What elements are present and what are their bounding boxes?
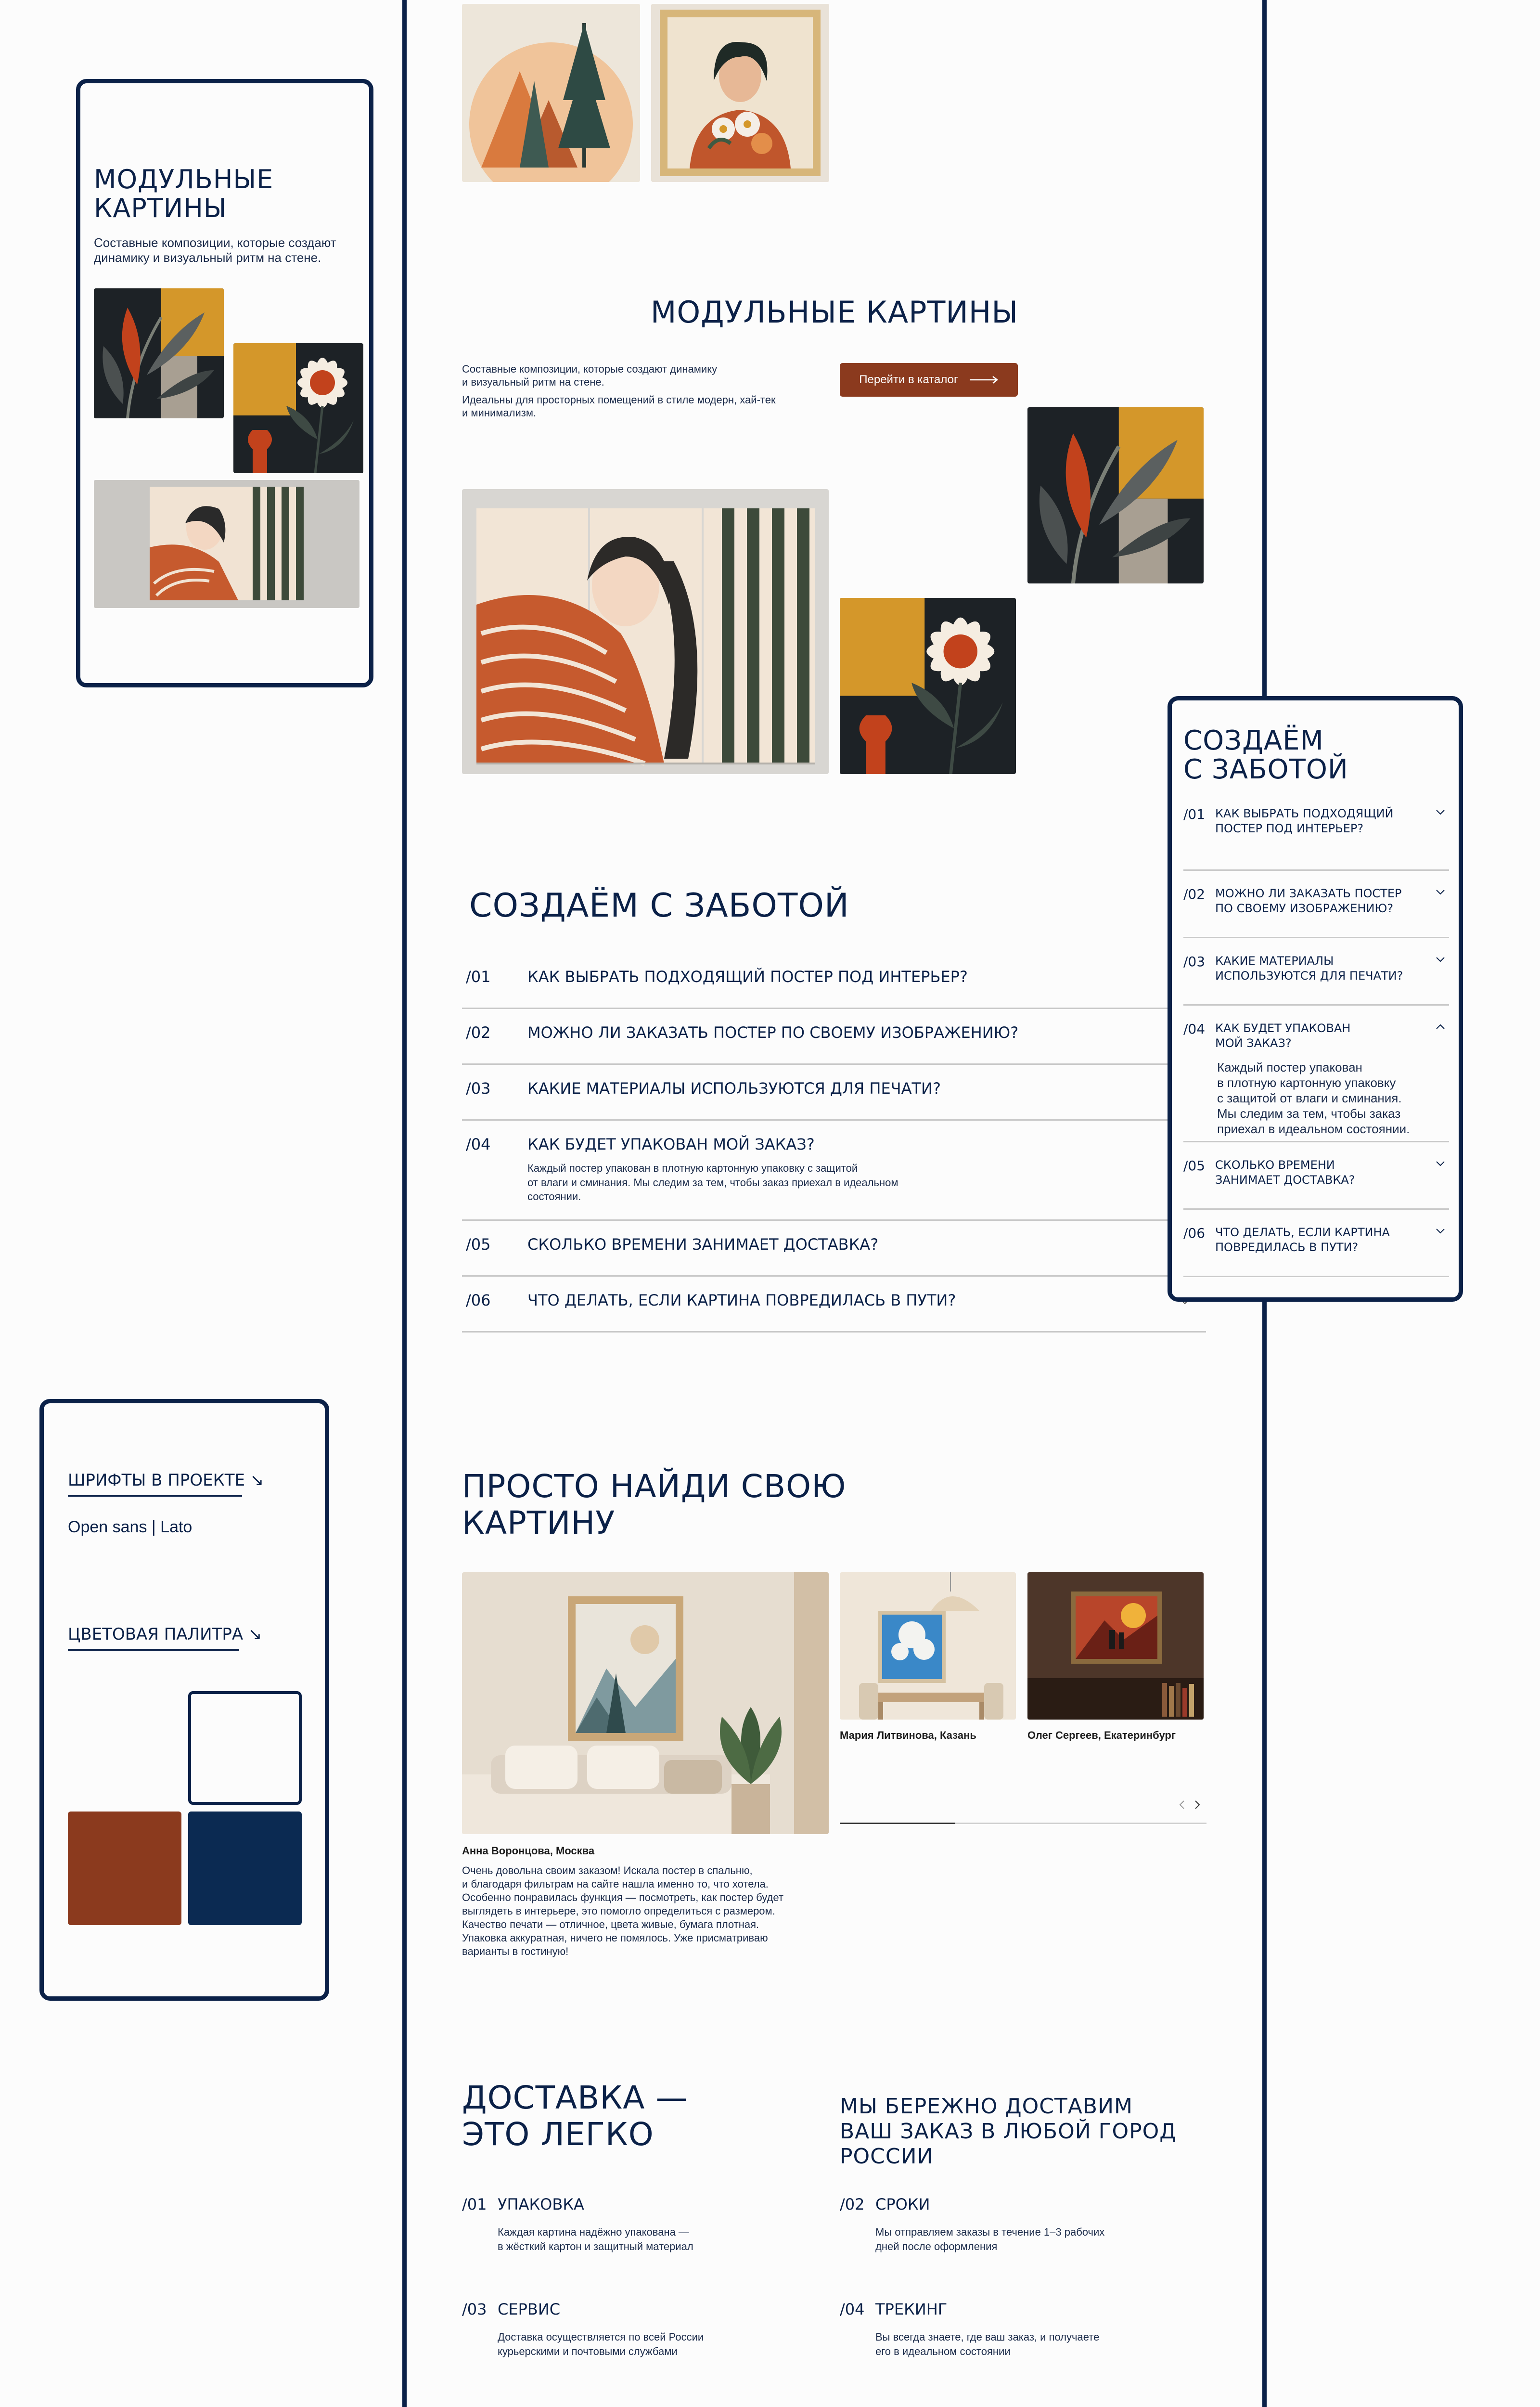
style-guide-panel	[39, 1399, 329, 2001]
forest-artwork	[462, 4, 640, 182]
review-text-line: выглядеть в интерьере, это помогло определиться с размером.	[462, 1905, 775, 1917]
faq-question-line: ПО СВОЕМУ ИЗОБРАЖЕНИЮ?	[1215, 902, 1394, 915]
delivery-item-title: УПАКОВКА	[498, 2195, 584, 2213]
mobile-triptych-artwork	[94, 480, 359, 608]
delivery-text-line: его в идеальном состоянии	[875, 2345, 1011, 2357]
review-author-3: Олег Сергеев, Екатеринбург	[1027, 1729, 1176, 1741]
delivery-text-line: в жёсткий картон и защитный материал	[498, 2240, 693, 2252]
arrow-right-icon	[970, 376, 999, 384]
delivery-subtitle-line2: ВАШ ЗАКАЗ В ЛЮБОЙ ГОРОД	[840, 2119, 1177, 2144]
mobile-faq-item-01[interactable]	[1183, 803, 1449, 871]
swatch-white	[188, 1691, 302, 1805]
faq-question: КАК ВЫБРАТЬ ПОДХОДЯЩИЙ ПОСТЕР ПОД ИНТЕРЬЕР?	[527, 968, 968, 986]
delivery-title-line1: ДОСТАВКА —	[462, 2079, 688, 2116]
delivery-text-line: Доставка осуществляется по всей России	[498, 2331, 704, 2343]
faq-question: ЧТО ДЕЛАТЬ, ЕСЛИ КАРТИНА ПОВРЕДИЛАСЬ В ПУТИ?	[527, 1291, 956, 1309]
mobile-faq-item-04-expanded[interactable]	[1183, 1006, 1449, 1142]
reviews-title	[462, 1468, 846, 1541]
faq-answer-line: приехал в идеальном состоянии.	[1217, 1122, 1410, 1136]
review-text-line: Качество печати — отличное, цвета живые, бумага плотная.	[462, 1918, 759, 1930]
leaf-artwork	[1027, 407, 1204, 583]
review-text-line: Упаковка аккуратная, ничего не помялось. Уже присматриваю	[462, 1932, 768, 1944]
chevron-up-icon[interactable]	[1435, 1021, 1446, 1033]
review-text-line: варианты в гостиную!	[462, 1945, 569, 1957]
palette-underline	[68, 1649, 239, 1651]
mobile-faq-panel	[1168, 696, 1463, 1302]
woman-flowers-artwork	[651, 4, 829, 182]
faq-question: КАК БУДЕТ УПАКОВАН МОЙ ЗАКАЗ?	[527, 1135, 815, 1153]
fonts-heading	[68, 1471, 264, 1497]
faq-number: /03	[1183, 954, 1206, 970]
modular-desc	[462, 362, 776, 419]
faq-question: МОЖНО ЛИ ЗАКАЗАТЬ ПОСТЕР ПО СВОЕМУ ИЗОБРАЖЕНИЮ?	[527, 1023, 1019, 1042]
delivery-subtitle	[840, 2094, 1177, 2169]
delivery-number: /01	[462, 2195, 487, 2213]
dining-interior-photo	[840, 1572, 1016, 1720]
faq-question	[1215, 1158, 1355, 1188]
faq-answer-line: Каждый постер упакован в плотную картонную упаковку с защитой	[527, 1162, 858, 1174]
review-text-line: и благодаря фильтрам на сайте нашла именно то, что хотела.	[462, 1878, 769, 1890]
delivery-title	[462, 2080, 688, 2153]
delivery-item-text	[498, 2225, 786, 2253]
faq-number: /01	[466, 968, 491, 986]
mobile-faq-item-02[interactable]	[1183, 871, 1449, 938]
mobile-faq-list	[1183, 803, 1449, 1277]
delivery-title-line2: ЭТО ЛЕГКО	[462, 2116, 654, 2153]
carousel-progress-track	[840, 1823, 1206, 1824]
faq-question-line: КАК ВЫБРАТЬ ПОДХОДЯЩИЙ	[1215, 807, 1394, 820]
faq-question-line: ИСПОЛЬЗУЮТСЯ ДЛЯ ПЕЧАТИ?	[1215, 969, 1403, 983]
mobile-modular-desc: Составные композиции, которые создают динамику и визуальный ритм на стене.	[94, 235, 336, 265]
delivery-item-text	[875, 2330, 1183, 2358]
delivery-text-line: курьерскими и почтовыми службами	[498, 2345, 678, 2357]
faq-question-line: ЧТО ДЕЛАТЬ, ЕСЛИ КАРТИНА	[1215, 1226, 1390, 1239]
faq-answer-line: от влаги и сминания. Мы следим за тем, чтобы заказ приехал в идеальном	[527, 1176, 898, 1189]
faq-number: /05	[466, 1235, 491, 1254]
faq-item-03[interactable]	[462, 1065, 1206, 1121]
mobile-faq-title	[1183, 726, 1348, 784]
faq-number: /02	[466, 1023, 491, 1042]
delivery-number: /03	[462, 2300, 487, 2318]
faq-question-line: КАКИЕ МАТЕРИАЛЫ	[1215, 954, 1334, 968]
faq-question-line: ЗАНИМАЕТ ДОСТАВКА?	[1215, 1173, 1355, 1187]
faq-item-05[interactable]	[462, 1221, 1206, 1277]
modular-desc-line2: и визуальный ритм на стене.	[462, 376, 604, 388]
triptych-artwork	[462, 489, 829, 774]
delivery-item-text	[498, 2330, 786, 2358]
faq-question: СКОЛЬКО ВРЕМЕНИ ЗАНИМАЕТ ДОСТАВКА?	[527, 1235, 879, 1254]
delivery-item-text	[875, 2225, 1183, 2253]
modular-desc-line4: и минимализм.	[462, 407, 537, 419]
faq-question-line: МОЖНО ЛИ ЗАКАЗАТЬ ПОСТЕР	[1215, 887, 1402, 900]
faq-section-title: СОЗДАЁМ С ЗАБОТОЙ	[469, 887, 849, 925]
mobile-faq-title-line1: СОЗДАЁМ	[1183, 725, 1324, 756]
swatch-terracotta	[68, 1812, 181, 1925]
daisy-artwork	[840, 598, 1016, 774]
faq-number: /01	[1183, 806, 1206, 822]
swatch-navy	[188, 1812, 302, 1925]
delivery-text-line: Мы отправляем заказы в течение 1–3 рабочих	[875, 2226, 1105, 2238]
carousel-arrows	[1177, 1798, 1206, 1812]
palette-heading	[68, 1625, 262, 1651]
desktop-page-frame	[402, 0, 1267, 2407]
faq-question	[1215, 886, 1401, 916]
modular-desc-line1: Составные композиции, которые создают динамику	[462, 363, 718, 375]
mobile-faq-item-05[interactable]	[1183, 1142, 1449, 1210]
faq-item-02[interactable]	[462, 1009, 1206, 1065]
faq-answer-line: Мы следим за тем, чтобы заказ	[1217, 1106, 1401, 1121]
faq-question: КАКИЕ МАТЕРИАЛЫ ИСПОЛЬЗУЮТСЯ ДЛЯ ПЕЧАТИ?	[527, 1079, 941, 1098]
reviews-title-line1: ПРОСТО НАЙДИ СВОЮ	[462, 1468, 847, 1505]
mobile-faq-title-line2: С ЗАБОТОЙ	[1183, 754, 1348, 785]
faq-number: /04	[466, 1135, 491, 1153]
delivery-text-line: дней после оформления	[875, 2240, 998, 2252]
chevron-left-icon[interactable]	[1177, 1799, 1188, 1811]
faq-item-04-expanded[interactable]	[462, 1121, 1206, 1221]
faq-question-line: СКОЛЬКО ВРЕМЕНИ	[1215, 1158, 1335, 1172]
delivery-number: /02	[840, 2195, 865, 2213]
delivery-text-line: Вы всегда знаете, где ваш заказ, и получаете	[875, 2331, 1100, 2343]
faq-answer-line: состоянии.	[527, 1191, 581, 1203]
faq-number: /06	[466, 1291, 491, 1309]
fonts-underline	[68, 1495, 242, 1497]
faq-question-line: МОЙ ЗАКАЗ?	[1215, 1036, 1292, 1050]
carousel-progress-fill	[840, 1823, 955, 1824]
mobile-daisy-artwork	[233, 343, 363, 473]
living-interior-photo	[1027, 1572, 1204, 1720]
chevron-down-icon[interactable]	[1435, 806, 1446, 818]
catalog-button-label: Перейти в каталог	[859, 373, 958, 386]
faq-question-line: ПОСТЕР ПОД ИНТЕРЬЕР?	[1215, 822, 1364, 835]
bedroom-interior-photo	[462, 1572, 829, 1834]
mobile-modular-title-line1: МОДУЛЬНЫЕ	[94, 164, 274, 194]
chevron-down-icon[interactable]	[1435, 1225, 1446, 1237]
delivery-item-title: СЕРВИС	[498, 2300, 561, 2318]
faq-number: /04	[1183, 1021, 1206, 1037]
palette-label: ЦВЕТОВАЯ ПАЛИТРА ↘	[68, 1625, 262, 1644]
mobile-faq-item-03[interactable]	[1183, 938, 1449, 1006]
faq-number: /05	[1183, 1158, 1206, 1174]
faq-question	[1215, 954, 1403, 984]
review-author-2: Мария Литвинова, Казань	[840, 1729, 976, 1741]
faq-item-06[interactable]	[462, 1277, 1206, 1333]
faq-number: /02	[1183, 886, 1206, 902]
mobile-modular-panel	[76, 79, 373, 687]
faq-question	[1215, 1225, 1390, 1255]
faq-number: /03	[466, 1079, 491, 1098]
reviews-title-line2: КАРТИНУ	[462, 1504, 616, 1541]
chevron-down-icon[interactable]	[1435, 954, 1446, 965]
chevron-right-icon[interactable]	[1191, 1799, 1203, 1811]
delivery-item-title: СРОКИ	[875, 2195, 930, 2213]
review-text	[462, 1864, 783, 1958]
faq-answer	[527, 1161, 898, 1204]
mobile-modular-title	[94, 165, 273, 223]
faq-answer-line: Каждый постер упакован	[1217, 1060, 1362, 1074]
faq-answer-line: с защитой от влаги и сминания.	[1217, 1091, 1402, 1105]
delivery-subtitle-line1: МЫ БЕРЕЖНО ДОСТАВИМ	[840, 2094, 1133, 2119]
delivery-item-title: ТРЕКИНГ	[875, 2300, 948, 2318]
mobile-faq-item-06[interactable]	[1183, 1210, 1449, 1277]
delivery-number: /04	[840, 2300, 865, 2318]
fonts-label: ШРИФТЫ В ПРОЕКТЕ ↘	[68, 1471, 264, 1490]
review-text-line: Очень довольна своим заказом! Искала постер в спальню,	[462, 1864, 753, 1876]
fonts-value: Open sans | Lato	[68, 1518, 192, 1536]
faq-item-01[interactable]	[462, 953, 1206, 1009]
faq-answer	[1217, 1060, 1410, 1137]
faq-question-line: КАК БУДЕТ УПАКОВАН	[1215, 1022, 1351, 1035]
faq-question	[1215, 806, 1393, 836]
modular-section-title: МОДУЛЬНЫЕ КАРТИНЫ	[650, 295, 1019, 330]
faq-question-line: ПОВРЕДИЛАСЬ В ПУТИ?	[1215, 1241, 1359, 1254]
review-text-line: Особенно понравилась функция — посмотреть, как постер будет	[462, 1891, 783, 1903]
faq-answer-line: в плотную картонную упаковку	[1217, 1075, 1396, 1090]
faq-list	[462, 953, 1206, 1333]
chevron-down-icon[interactable]	[1435, 886, 1446, 898]
catalog-button[interactable]	[840, 363, 1018, 397]
delivery-subtitle-line3: РОССИИ	[840, 2144, 934, 2169]
mobile-leaf-artwork	[94, 288, 224, 418]
chevron-down-icon[interactable]	[1435, 1158, 1446, 1169]
modular-desc-line3: Идеальны для просторных помещений в стиле модерн, хай-тек	[462, 394, 776, 406]
faq-question	[1215, 1021, 1350, 1051]
faq-number: /06	[1183, 1225, 1206, 1241]
review-author: Анна Воронцова, Москва	[462, 1845, 595, 1857]
delivery-text-line: Каждая картина надёжно упакована —	[498, 2226, 689, 2238]
mobile-modular-title-line2: КАРТИНЫ	[94, 193, 227, 223]
